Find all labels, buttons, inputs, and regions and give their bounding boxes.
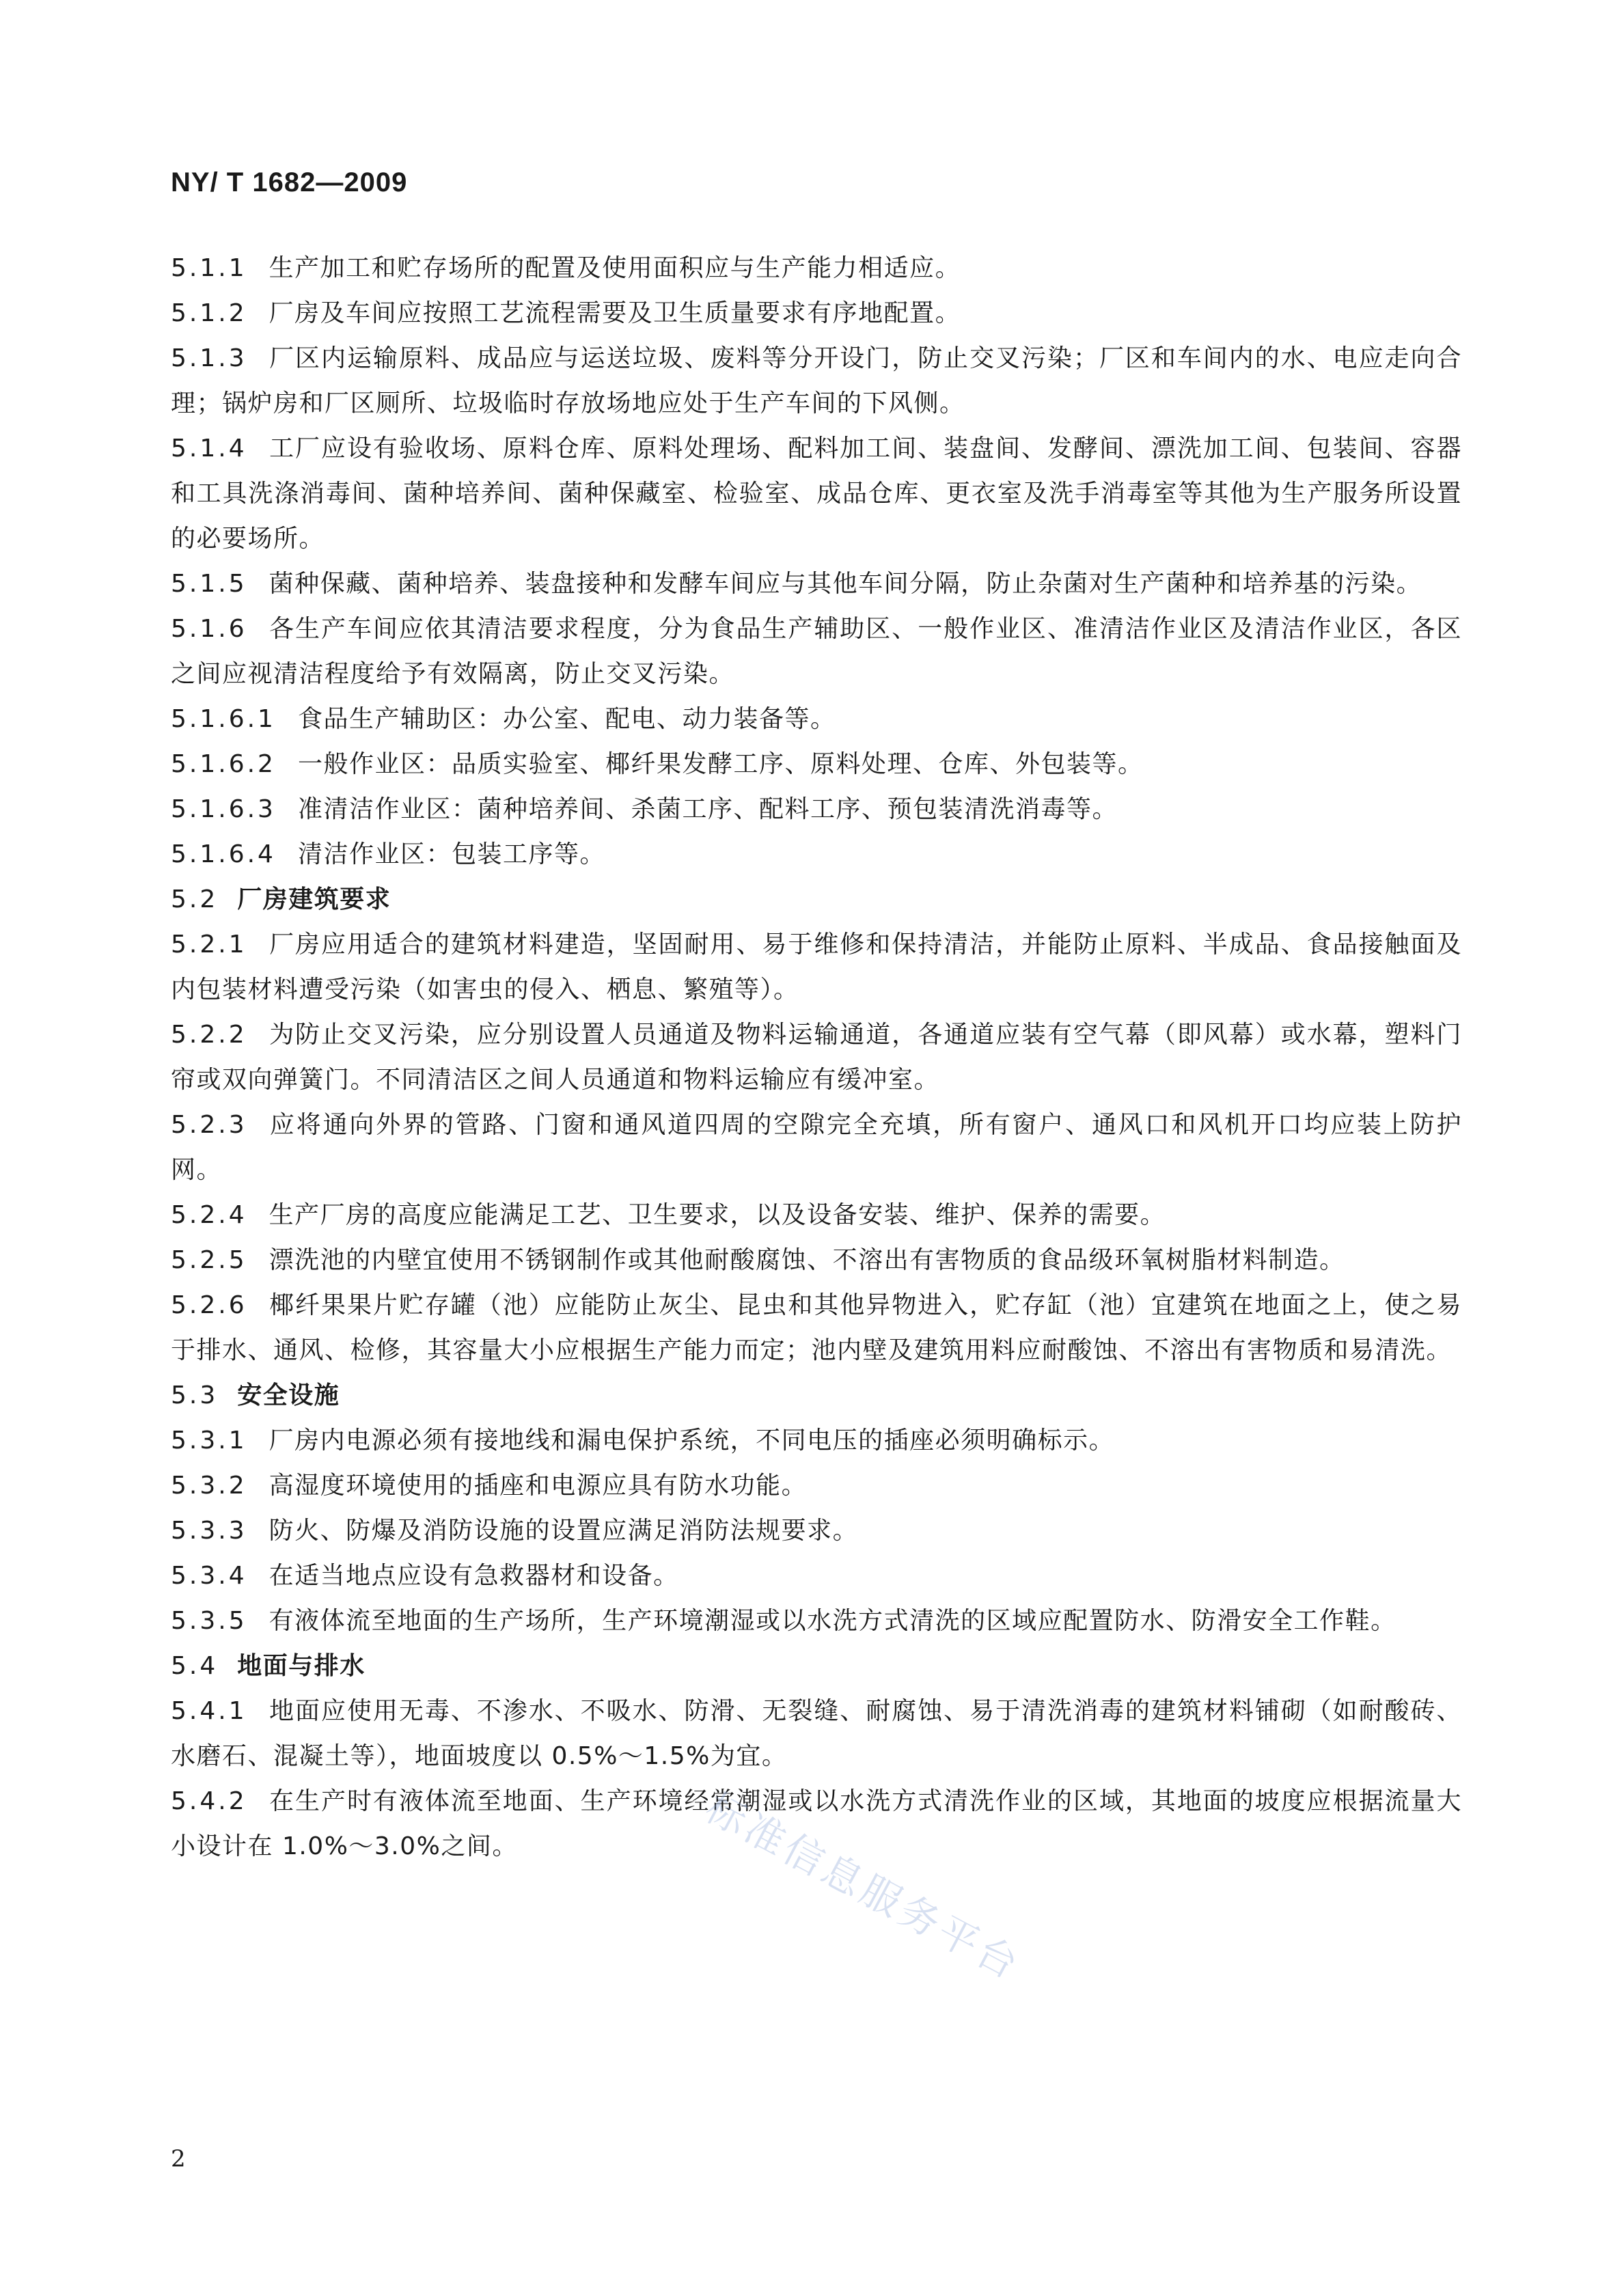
clause-text: 清洁作业区：包装工序等。 <box>297 840 605 868</box>
clause-text: 在生产时有液体流至地面、生产环境经常潮湿或以水洗方式清洗作业的区域，其地面的坡度应根据流量大小设计在 1.0%～3.0%之间。 <box>171 1787 1462 1860</box>
clause-paragraph <box>171 291 1462 336</box>
clause-paragraph <box>171 742 1462 787</box>
clause-text: 在适当地点应设有急救器材和设备。 <box>269 1562 679 1590</box>
clause-number: 5.3.5 <box>171 1607 247 1635</box>
clause-paragraph <box>171 697 1462 742</box>
clause-number: 5.3 <box>171 1381 219 1409</box>
clause-text: 有液体流至地面的生产场所，生产环境潮湿或以水洗方式清洗的区域应配置防水、防滑安全工作鞋。 <box>269 1607 1396 1635</box>
clause-text: 一般作业区：品质实验室、椰纤果发酵工序、原料处理、仓库、外包装等。 <box>297 750 1144 778</box>
clause-number: 5.3.1 <box>171 1427 247 1455</box>
clause-text: 厂房应用适合的建筑材料建造，坚固耐用、易于维修和保持清洁，并能防止原料、半成品、食品接触面及内包装材料遭受污染（如害虫的侵入、栖息、繁殖等）。 <box>171 931 1462 1004</box>
clause-number: 5.1.6.4 <box>171 840 276 868</box>
clause-paragraph <box>171 1193 1462 1238</box>
clause-number: 5.1.6.1 <box>171 705 276 733</box>
clause-paragraph <box>171 1689 1462 1779</box>
clause-text: 应将通向外界的管路、门窗和通风道四周的空隙完全充填，所有窗户、通风口和风机开口均应装上防护网。 <box>171 1111 1462 1184</box>
clause-paragraph <box>171 562 1462 607</box>
section-heading <box>171 1644 1462 1689</box>
document-body <box>171 246 1462 1869</box>
clause-text: 地面应使用无毒、不渗水、不吸水、防滑、无裂缝、耐腐蚀、易于清洗消毒的建筑材料铺砌（如耐酸砖、水磨石、混凝土等），地面坡度以 0.5%～1.5%为宜。 <box>171 1697 1462 1770</box>
clause-number: 5.1.1 <box>171 254 247 282</box>
clause-paragraph <box>171 246 1462 291</box>
clause-text: 生产加工和贮存场所的配置及使用面积应与生产能力相适应。 <box>269 254 961 282</box>
watermark: 标准信息服务平台 <box>698 1784 1029 1989</box>
clause-text: 食品生产辅助区：办公室、配电、动力装备等。 <box>297 705 836 733</box>
clause-number: 5.3.4 <box>171 1562 247 1590</box>
clause-number: 5.1.6.2 <box>171 750 276 778</box>
clause-text: 工厂应设有验收场、原料仓库、原料处理场、配料加工间、装盘间、发酵间、漂洗加工间、包装间、容器和工具洗涤消毒间、菌种培养间、菌种保藏室、检验室、成品仓库、更衣室及洗手消毒室等其他为生产服务所设置的必要场所。 <box>171 435 1462 553</box>
clause-text: 椰纤果果片贮存罐（池）应能防止灰尘、昆虫和其他异物进入，贮存缸（池）宜建筑在地面之上，使之易于排水、通风、检修，其容量大小应根据生产能力而定；池内壁及建筑用料应耐酸蚀、不溶出有害物质和易清洗。 <box>171 1291 1462 1364</box>
clause-paragraph <box>171 832 1462 877</box>
clause-paragraph <box>171 607 1462 697</box>
page-number: 2 <box>171 2145 186 2173</box>
clause-number: 5.3.3 <box>171 1517 247 1545</box>
clause-number: 5.4.1 <box>171 1697 247 1725</box>
clause-number: 5.4.2 <box>171 1787 247 1815</box>
clause-text: 漂洗池的内壁宜使用不锈钢制作或其他耐酸腐蚀、不溶出有害物质的食品级环氧树脂材料制造。 <box>269 1246 1345 1274</box>
clause-text: 地面与排水 <box>237 1652 366 1680</box>
clause-paragraph <box>171 1283 1462 1373</box>
clause-number: 5.2.5 <box>171 1246 247 1274</box>
clause-paragraph <box>171 1012 1462 1103</box>
doc-code-header: NY/ T 1682—2009 <box>171 167 408 197</box>
clause-paragraph <box>171 1463 1462 1509</box>
section-heading <box>171 877 1462 922</box>
clause-paragraph <box>171 426 1462 562</box>
clause-number: 5.3.2 <box>171 1472 247 1500</box>
clause-number: 5.1.6 <box>171 615 247 643</box>
clause-text: 各生产车间应依其清洁要求程度，分为食品生产辅助区、一般作业区、准清洁作业区及清洁作业区，各区之间应视清洁程度给予有效隔离，防止交叉污染。 <box>171 615 1462 688</box>
clause-number: 5.1.4 <box>171 435 247 463</box>
clause-number: 5.1.3 <box>171 344 247 372</box>
clause-text: 厂房及车间应按照工艺流程需要及卫生质量要求有序地配置。 <box>269 299 961 327</box>
clause-number: 5.4 <box>171 1652 219 1680</box>
clause-number: 5.2.6 <box>171 1291 247 1319</box>
clause-number: 5.2.3 <box>171 1111 247 1139</box>
clause-paragraph <box>171 922 1462 1012</box>
section-heading <box>171 1373 1462 1418</box>
clause-number: 5.1.5 <box>171 570 247 598</box>
clause-paragraph <box>171 1509 1462 1554</box>
clause-text: 菌种保藏、菌种培养、装盘接种和发酵车间应与其他车间分隔，防止杂菌对生产菌种和培养基的污染。 <box>269 570 1422 598</box>
clause-text: 厂区内运输原料、成品应与运送垃圾、废料等分开设门，防止交叉污染；厂区和车间内的水、电应走向合理；锅炉房和厂区厕所、垃圾临时存放场地应处于生产车间的下风侧。 <box>171 344 1462 417</box>
clause-text: 防火、防爆及消防设施的设置应满足消防法规要求。 <box>269 1517 859 1545</box>
clause-paragraph <box>171 1418 1462 1463</box>
clause-text: 准清洁作业区：菌种培养间、杀菌工序、配料工序、预包装清洗消毒等。 <box>297 795 1118 823</box>
clause-number: 5.2.4 <box>171 1201 247 1229</box>
clause-text: 厂房建筑要求 <box>237 885 391 913</box>
clause-text: 高湿度环境使用的插座和电源应具有防水功能。 <box>269 1472 808 1500</box>
clause-paragraph <box>171 1238 1462 1283</box>
clause-text: 为防止交叉污染，应分别设置人员通道及物料运输通道，各通道应装有空气幕（即风幕）或水幕，塑料门帘或双向弹簧门。不同清洁区之间人员通道和物料运输应有缓冲室。 <box>171 1021 1462 1094</box>
clause-text: 安全设施 <box>237 1381 340 1409</box>
clause-paragraph <box>171 1554 1462 1599</box>
clause-text: 生产厂房的高度应能满足工艺、卫生要求，以及设备安装、维护、保养的需要。 <box>269 1201 1166 1229</box>
clause-number: 5.1.2 <box>171 299 247 327</box>
clause-number: 5.2.1 <box>171 931 247 959</box>
clause-paragraph <box>171 336 1462 426</box>
clause-paragraph <box>171 1599 1462 1644</box>
clause-text: 厂房内电源必须有接地线和漏电保护系统，不同电压的插座必须明确标示。 <box>269 1427 1115 1455</box>
clause-paragraph <box>171 1103 1462 1193</box>
clause-number: 5.1.6.3 <box>171 795 276 823</box>
clause-number: 5.2.2 <box>171 1021 247 1049</box>
clause-paragraph <box>171 787 1462 832</box>
clause-number: 5.2 <box>171 885 219 913</box>
